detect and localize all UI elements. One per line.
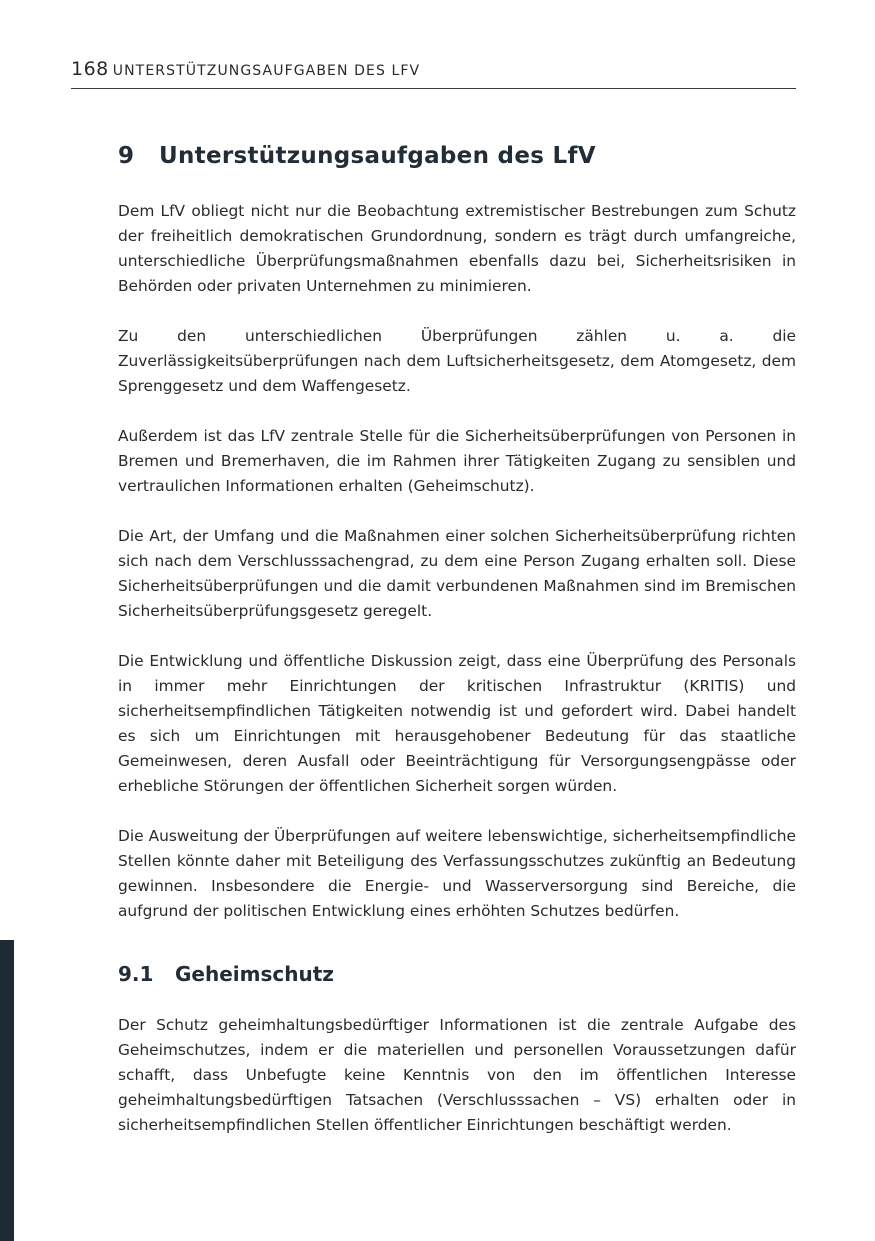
- subsection-number: 9.1: [118, 962, 154, 986]
- paragraph: Zu den unterschiedlichen Überprüfungen zählen u. a. die Zuverlässigkeitsüberprüfungen nach dem Luftsicherheitsgesetz, dem Atomgesetz, dem Sprenggesetz und dem Waffengesetz.: [118, 327, 796, 395]
- page-content: [118, 138, 796, 1163]
- section-number: 9: [118, 143, 135, 169]
- paragraph: Dem LfV obliegt nicht nur die Beobachtung extremistischer Bestrebungen zum Schutz der freiheitlich demokratischen Grundordnung, sondern es trägt durch umfangreiche, unterschiedliche Überprüfungsmaßnahmen ebenfalls dazu bei, Sicherheitsrisiken in Behörden oder privaten Unternehmen zu minimieren.: [118, 202, 796, 295]
- paragraph: Die Art, der Umfang und die Maßnahmen einer solchen Sicherheitsüberprüfung richten sich nach dem Verschlusssachengrad, zu dem eine Person Zugang erhalten soll. Diese Sicherheitsüberprüfungen und die damit verbundenen Maßnahmen sind im Bremischen Sicherheitsüberprüfungsgesetz geregelt.: [118, 527, 796, 620]
- section-heading: [118, 138, 796, 174]
- subsection-title: Geheimschutz: [175, 962, 334, 986]
- paragraph: Der Schutz geheimhaltungsbedürftiger Informationen ist die zentrale Aufgabe des Geheimschutzes, indem er die materiellen und personellen Voraussetzungen dafür schafft, dass Unbefugte keine Kenntnis von den im öffentlichen Interesse geheimhaltungsbedürftigen Tatsachen (Verschlusssachen – VS) erhalten oder in sicherheitsempfindlichen Stellen öffentlicher Einrichtungen beschäftigt werden.: [118, 1016, 796, 1134]
- section-title: Unterstützungsaufgaben des LfV: [159, 143, 596, 169]
- paragraph: Die Entwicklung und öffentliche Diskussion zeigt, dass eine Überprüfung des Personals in immer mehr Einrichtungen der kritischen Infrastruktur (KRITIS) und sicherheitsempfindlichen Tätigkeiten notwendig ist und gefordert wird. Dabei handelt es sich um Einrichtungen mit herausgehobener Bedeutung für das staatliche Gemeinwesen, deren Ausfall oder Beeinträchtigung für Versorgungsengpässe oder erhebliche Störungen der öffentlichen Sicherheit sorgen würden.: [118, 652, 796, 795]
- page-number: 168: [71, 58, 109, 80]
- running-header: [71, 58, 796, 89]
- paragraph: Außerdem ist das LfV zentrale Stelle für die Sicherheitsüberprüfungen von Personen in Bremen und Bremerhaven, die im Rahmen ihrer Tätigkeiten Zugang zu sensiblen und vertraulichen Informationen erhalten (Geheimschutz).: [118, 427, 796, 495]
- chapter-side-bar: [0, 940, 14, 1241]
- subsection-heading: [118, 958, 796, 990]
- running-header-title: UNTERSTÜTZUNGSAUFGABEN DES LFV: [112, 63, 421, 79]
- paragraph: Die Ausweitung der Überprüfungen auf weitere lebenswichtige, sicherheitsempfindliche Stellen könnte daher mit Beteiligung des Verfassungsschutzes zukünftig an Bedeutung gewinnen. Insbesondere die Energie- und Wasserversorgung sind Bereiche, die aufgrund der politischen Entwicklung eines erhöhten Schutzes bedürfen.: [118, 827, 796, 920]
